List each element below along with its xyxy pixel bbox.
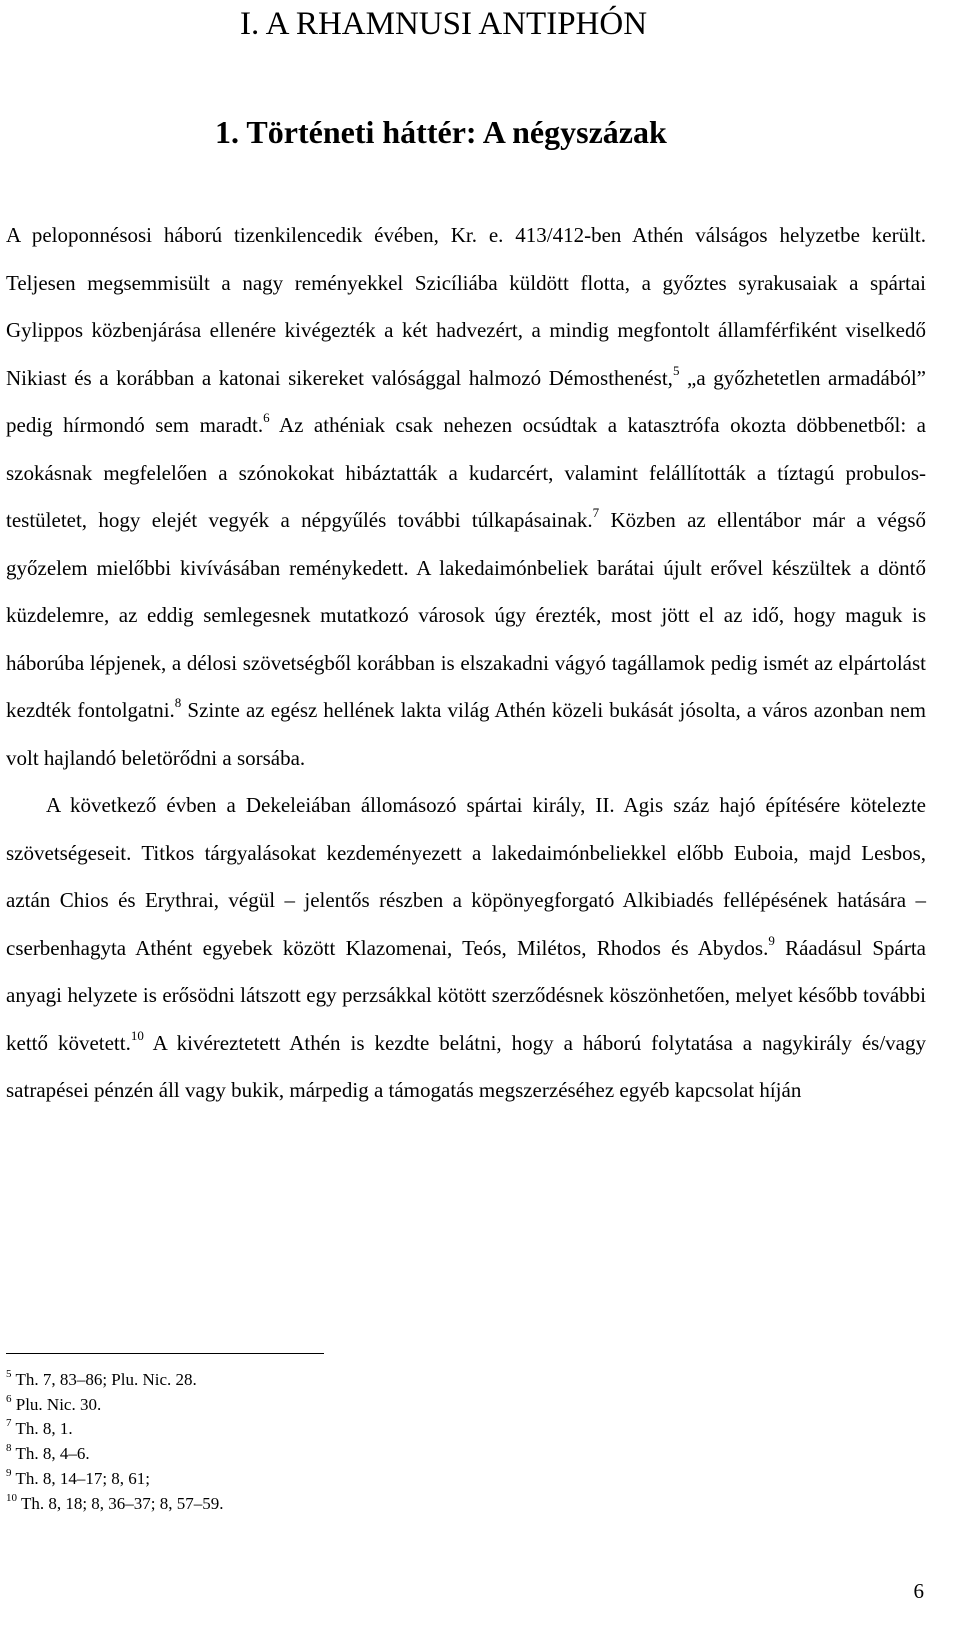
body-text <box>6 212 926 1115</box>
footnote-number: 8 <box>6 1442 12 1455</box>
footnote-item <box>6 1393 606 1418</box>
footnote-item <box>6 1467 606 1492</box>
footnote-text: Th. 7, 83–86; Plu. Nic. 28. <box>11 1370 197 1389</box>
text-segment: Az athéniak csak nehezen ocsúdtak a katasztrófa okozta döbbenetből: a szokásnak megfelelően a szónokokat hibáztatták a kudarcért, valamint felállították a tíztagú probulos-testületet, hogy elejét vegyék a népgyűlés további túlkapásainak. <box>6 413 927 532</box>
section-title: 1. Történeti háttér: A négyszázak <box>215 114 667 150</box>
footnotes <box>6 1368 606 1516</box>
text-segment: A kivéreztetett Athén is kezdte belátni, hogy a háború folytatása a nagykirály és/vagy satrapései pénzén áll vagy bukik, márpedig a támogatás megszerzéséhez egyéb kapcsolat híján <box>6 1030 926 1102</box>
footnote-text: Plu. Nic. 30. <box>11 1394 102 1414</box>
chapter-title: I. A RHAMNUSI ANTIPHÓN <box>240 6 648 42</box>
footnote-item <box>6 1492 606 1517</box>
text-segment: Közben az ellentábor már a végső győzelem mielőbbi kivívásában reménykedett. A lakedaimónbeliek barátai újult erővel készültek a döntő küzdelemre, az eddig semlegesnek mutatkozó városok úgy érezték, most jött el az idő, hogy maguk is háborúba lépjenek, a délosi szövetségből korábban is elszakadni vágyó tagállamok pedig ismét az elpártolást kezdték fontolgatni. <box>6 508 926 722</box>
text-segment: A következő évben a Dekeleiában állomásozó spártai király, II. Agis száz hajó építésére kötelezte szövetségeseit. Titkos tárgyalásokat kezdeményezett a lakedaimónbeliekkel előbb Euboia, majd Lesbos, aztán Chios és Erythrai, végül – jelentős részben a köpönyegforgató Alkibiadés fellépésének hatására – cserbenhagyta Athént egyebek között Klazomenai, Teós, Milétos, Rhodos és Abydos. <box>6 793 926 960</box>
footnote-text: Th. 8, 18; 8, 36–37; 8, 57–59. <box>17 1493 224 1513</box>
text-segment: Szinte az egész hellének lakta világ Athén közeli bukását jósolta, a város azonban nem volt hajlandó beletörődni a sorsába. <box>6 698 926 770</box>
footnote-separator <box>6 1353 324 1354</box>
footnote-reference: 8 <box>174 695 182 710</box>
paragraph-1 <box>6 212 926 782</box>
page-number: 6 <box>913 1579 924 1603</box>
footnote-text: Th. 8, 14–17; 8, 61; <box>11 1468 151 1488</box>
footnote-item <box>6 1442 606 1467</box>
footnote-text: Th. 8, 1. <box>11 1419 73 1439</box>
text-segment: Ráadásul Spárta anyagi helyzete is erősödni látszott egy perzsákkal kötött szerződésnek köszönhetően, melyet később további kettő követett. <box>6 935 926 1055</box>
footnote-reference: 7 <box>592 505 600 520</box>
footnote-number: 7 <box>6 1417 12 1430</box>
footnote-reference: 5 <box>672 362 680 378</box>
footnote-number: 10 <box>6 1491 17 1504</box>
footnote-reference: 10 <box>130 1027 144 1043</box>
text-segment: „a győzhetetlen armadából” pedig hírmondó sem maradt. <box>6 365 926 437</box>
footnote-item <box>6 1417 606 1442</box>
paragraph-2 <box>6 782 926 1115</box>
text-segment: A peloponnésosi háború tizenkilencedik évében, Kr. e. 413/412-ben Athén válságos helyzetbe került. Teljesen megsemmisült a nagy reményekkel Szicíliába küldött flotta, a győztes syrakusaiak a spártai Gylippos közbenjárása ellenére kivégezték a két hadvezért, a mindig megfontolt államférfiként viselkedő Nikiast és a korábban a katonai sikereket valósággal halmozó Démosthenést, <box>6 223 926 390</box>
footnote-number: 9 <box>6 1466 12 1479</box>
footnote-reference: 9 <box>768 932 775 948</box>
footnote-item <box>6 1368 606 1393</box>
footnote-text: Th. 8, 4–6. <box>11 1444 90 1464</box>
footnote-number: 5 <box>6 1368 12 1380</box>
footnote-reference: 6 <box>263 410 270 425</box>
footnote-number: 6 <box>6 1392 12 1405</box>
